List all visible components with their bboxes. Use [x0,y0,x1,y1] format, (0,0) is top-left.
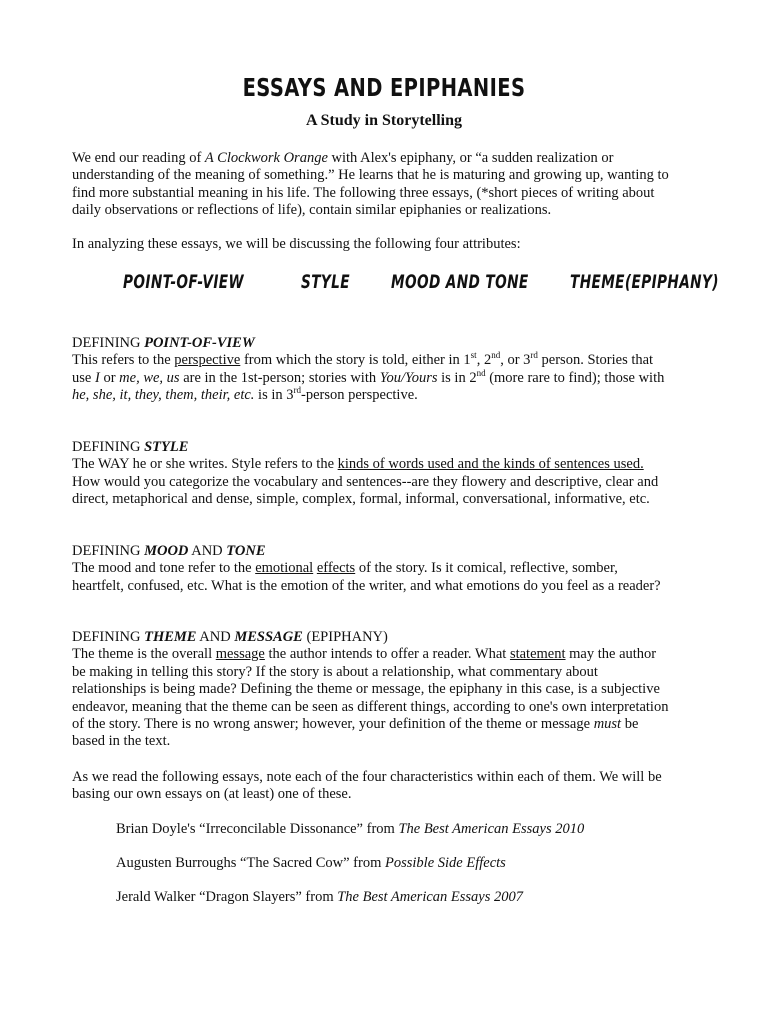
section-point-of-view: DEFINING POINT-OF-VIEW This refers to the perspective from which the story is told, either in 1st, 2nd, or 3rd person. Stories that use I or me, we, us are in the 1st-person; stories with You/Yours is in 2nd (more rare to find); those with he, she, it, they, them, their, etc. is in 3rd-person perspective. [72,335,702,405]
analyzing-sentence: In analyzing these essays, we will be discussing the following four attributes: [72,236,521,252]
attribute-style: STYLE [301,271,350,293]
intro-paragraph [72,150,702,220]
attribute-theme-epiphany: THEME(EPIPHANY) [570,271,719,293]
essay-source: Possible Side Effects [385,855,506,871]
section-mood-and-tone: DEFINING MOOD AND TONE The mood and tone refer to the emotional effects of the story. Is it comical, reflective, somber, heartfelt, confused, etc. What is the emotion of the writer, and what emotions do you feel as a reader? [72,543,702,595]
section-theme-and-message: DEFINING THEME AND MESSAGE (EPIPHANY) The theme is the overall message the author intends to offer a reader. What statement may the author be making in telling this story? If the story is about a relationship, what commentary about relationships is being made? Defining the theme or message, the epiphany in this case, is a subjective endeavor, meaning that the theme can be seen as different things, according to one's own interpretation of the story. There is no wrong answer; however, your definition of the theme or message must be based in the text. [72,629,702,751]
intro-line-3: find more substantial meaning in his life. The following three essays, (*short pieces of writing about [72,184,655,201]
section-heading: DEFINING MOOD AND TONE [72,543,266,559]
essay-source: The Best American Essays 2007 [337,889,524,905]
section-heading: DEFINING STYLE [72,439,189,455]
book-title: A Clockwork Orange [204,150,328,166]
attribute-mood-and-tone: MOOD AND TONE [391,271,529,293]
attributes-row [0,271,768,301]
page-title: ESSAYS AND EPIPHANIES [242,73,526,102]
section-heading: DEFINING THEME AND MESSAGE (EPIPHANY) [72,629,388,645]
section-style: DEFINING STYLE The WAY he or she writes. Style refers to the kinds of words used and the kinds of sentences used. How would you categorize the vocabulary and sentences--are they flowery and descriptive, clear and direct, metaphorical and dense, simple, complex, formal, informal, conversational, informative, etc. [72,439,702,509]
section-heading: DEFINING POINT-OF-VIEW [72,335,255,351]
essay-item: Jerald Walker “Dragon Slayers” from The Best American Essays 2007 [116,889,524,905]
intro-line-1: We end our reading of A Clockwork Orange with Alex's epiphany, or “a sudden realization or [72,150,614,166]
intro-line-2: understanding of the meaning of something.” He learns that he is maturing and growing up, wanting to [72,167,669,184]
attribute-point-of-view: POINT-OF-VIEW [123,271,244,293]
intro-line-4: daily observations or reflections of life), contain similar epiphanies or realizations. [72,202,552,219]
essay-source: The Best American Essays 2010 [398,821,585,837]
essay-item: Brian Doyle's “Irreconcilable Dissonance” from The Best American Essays 2010 [116,821,585,837]
essay-item: Augusten Burroughs “The Sacred Cow” from Possible Side Effects [116,855,506,871]
page-subtitle: A Study in Storytelling [305,112,463,129]
closing-paragraph: As we read the following essays, note each of the four characteristics within each of them. We will be basing our own essays on (at least) one of these. [72,769,662,803]
